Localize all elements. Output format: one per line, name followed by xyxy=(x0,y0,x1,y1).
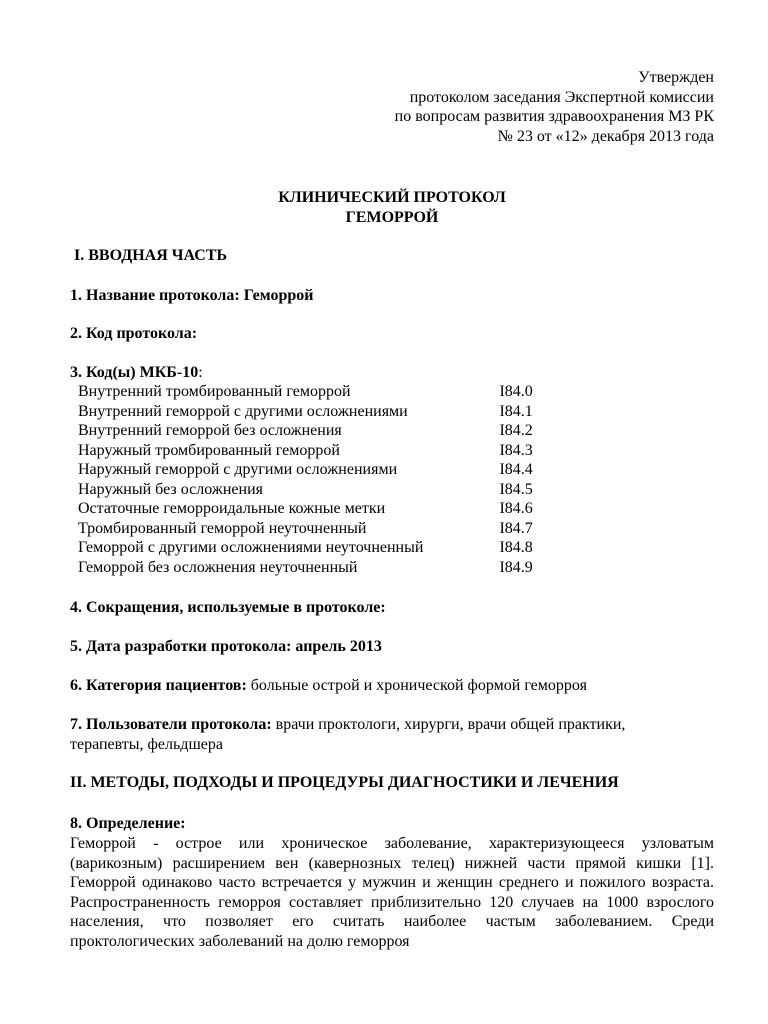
icd-code: I84.1 xyxy=(499,402,533,420)
item-1-protocol-name: 1. Название протокола: Геморрой xyxy=(70,287,314,304)
icd-name: Остаточные геморроидальные кожные метки xyxy=(78,500,386,517)
item-6-patient-category xyxy=(70,676,587,696)
item-3-icd-heading xyxy=(70,363,203,383)
icd-name: Внутренний геморрой без осложнения xyxy=(78,422,342,439)
icd-row xyxy=(78,402,558,422)
icd-row xyxy=(78,499,558,519)
item-7-text: врачи проктологи, хирурги, врачи общей практики, xyxy=(271,716,626,733)
icd-code: I84.6 xyxy=(499,500,533,517)
title-line-1: КЛИНИЧЕСКИЙ ПРОТОКОЛ xyxy=(278,189,506,206)
item-8-definition-label: 8. Определение: xyxy=(70,815,186,832)
icd-row xyxy=(78,558,558,578)
item-3-suffix: : xyxy=(198,364,203,381)
icd-row xyxy=(78,519,558,539)
icd-name: Внутренний геморрой с другими осложнениями xyxy=(78,402,408,420)
item-6-label: 6. Категория пациентов: xyxy=(70,677,247,694)
icd-code: I84.0 xyxy=(499,383,533,400)
item-8-definition-text: Геморрой - острое или хроническое заболевание, характеризующееся узловатым (варикозным) расширением вен (кавернозных телец) нижней части прямой кишки [1]. Геморрой одинаково часто встречается у мужчин и женщин среднего и пожилого возраста. Распространенность геморроя составляет приблизительно 120 случаев на 1000 взрослого населения, что позволяет его считать наиболее частым заболеванием. Среди проктологических заболеваний на долю геморроя xyxy=(70,835,714,950)
icd-row xyxy=(78,460,558,480)
section-1-heading: I. ВВОДНАЯ ЧАСТЬ xyxy=(74,247,228,264)
approval-line-4: № 23 от «12» декабря 2013 года xyxy=(497,127,714,145)
icd-code: I84.9 xyxy=(499,558,533,576)
approval-line-2: протоколом заседания Экспертной комиссии xyxy=(409,88,714,106)
icd-row xyxy=(78,480,558,500)
icd-code-list xyxy=(78,382,558,577)
title-line-2: ГЕМОРРОЙ xyxy=(345,208,439,226)
item-2-protocol-code: 2. Код протокола: xyxy=(70,325,198,342)
icd-row xyxy=(78,441,558,461)
icd-code: I84.5 xyxy=(499,480,533,498)
icd-code: I84.2 xyxy=(499,422,533,439)
item-7-text-continued: терапевты, фельдшера xyxy=(70,736,223,753)
icd-code: I84.7 xyxy=(499,519,533,537)
icd-code: I84.8 xyxy=(499,539,533,556)
approval-line-1: Утвержден xyxy=(638,69,714,86)
icd-name: Наружный без осложнения xyxy=(78,480,263,498)
icd-code: I84.3 xyxy=(499,441,533,459)
item-4-abbreviations: 4. Сокращения, используемые в протоколе: xyxy=(70,599,386,616)
section-2-heading: II. МЕТОДЫ, ПОДХОДЫ И ПРОЦЕДУРЫ ДИАГНОСТИКИ И ЛЕЧЕНИЯ xyxy=(70,774,619,791)
item-5-development-date: 5. Дата разработки протокола: апрель 2013 xyxy=(70,638,382,655)
icd-name: Геморрой с другими осложнениями неуточненный xyxy=(78,539,424,556)
approval-block xyxy=(395,68,714,146)
approval-line-3: по вопросам развития здравоохранения МЗ РК xyxy=(394,108,714,125)
icd-code: I84.4 xyxy=(499,461,533,478)
icd-row xyxy=(78,382,558,402)
item-6-text: больные острой и хронической формой геморроя xyxy=(246,677,587,694)
icd-name: Наружный тромбированный геморрой xyxy=(78,441,340,459)
item-7-protocol-users xyxy=(70,715,625,735)
icd-name: Внутренний тромбированный геморрой xyxy=(78,383,351,400)
icd-name: Наружный геморрой с другими осложнениями xyxy=(78,461,398,478)
icd-name: Тромбированный геморрой неуточненный xyxy=(78,519,367,537)
item-7-label: 7. Пользователи протокола: xyxy=(70,716,272,733)
item-3-label: 3. Код(ы) МКБ-10 xyxy=(70,364,199,381)
icd-name: Геморрой без осложнения неуточненный xyxy=(78,558,358,576)
icd-row xyxy=(78,538,558,558)
document-title xyxy=(0,188,768,227)
icd-row xyxy=(78,421,558,441)
